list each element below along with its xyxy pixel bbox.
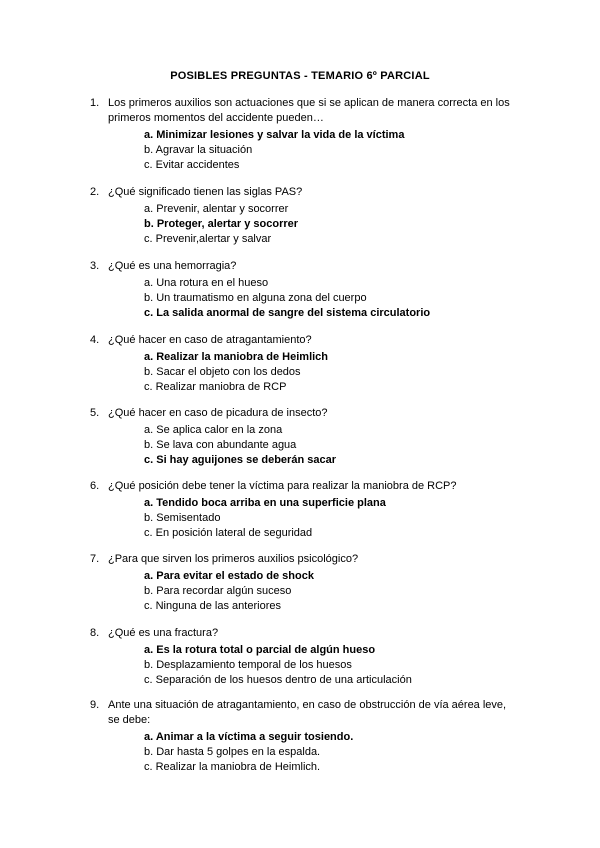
question-number: 2. <box>90 186 100 198</box>
question-number: 7. <box>90 553 100 565</box>
option-b: b. Agravar la situación <box>144 144 253 156</box>
option-a: a. Una rotura en el hueso <box>144 277 269 289</box>
question-text: ¿Qué hacer en caso de picadura de insecto? <box>108 407 328 419</box>
question-number: 5. <box>90 407 100 419</box>
option-a: a. Realizar la maniobra de Heimlich <box>144 351 329 363</box>
question-number: 9. <box>90 699 100 711</box>
option-a: a. Tendido boca arriba en una superficie plana <box>144 497 386 509</box>
option-c: c. Ninguna de las anteriores <box>144 600 281 612</box>
question-text: ¿Qué es una fractura? <box>108 627 219 639</box>
options-list <box>90 643 520 688</box>
option-c: c. Realizar maniobra de RCP <box>144 381 287 393</box>
question-2 <box>90 185 520 247</box>
question-number: 1. <box>90 97 100 109</box>
question-number: 3. <box>90 260 100 272</box>
question-number: 4. <box>90 334 100 346</box>
option-c: c. Separación de los huesos dentro de una articulación <box>144 674 412 686</box>
question-3 <box>90 259 520 321</box>
question-8 <box>90 626 520 688</box>
option-c: c. Si hay aguijones se deberán sacar <box>144 454 336 466</box>
question-text: Ante una situación de atragantamiento, en caso de obstrucción de vía aérea leve, se debe: <box>108 699 507 726</box>
option-a: a. Minimizar lesiones y salvar la vida de la víctima <box>144 129 405 141</box>
question-text: ¿Qué posición debe tener la víctima para realizar la maniobra de RCP? <box>108 480 457 492</box>
options-list <box>90 496 520 541</box>
option-c: c. Evitar accidentes <box>144 159 240 171</box>
question-text: ¿Qué es una hemorragia? <box>108 260 237 272</box>
page-title: POSIBLES PREGUNTAS - TEMARIO 6º PARCIAL <box>170 70 430 82</box>
option-b: b. Sacar el objeto con los dedos <box>144 366 301 378</box>
options-list <box>90 276 520 321</box>
option-b: b. Para recordar algún suceso <box>144 585 292 597</box>
question-number: 6. <box>90 480 100 492</box>
option-b: b. Desplazamiento temporal de los huesos <box>144 659 352 671</box>
option-b: b. Semisentado <box>144 512 221 524</box>
options-list <box>90 730 520 775</box>
option-c: c. En posición lateral de seguridad <box>144 527 313 539</box>
options-list <box>90 569 520 614</box>
question-7 <box>90 552 520 614</box>
question-1 <box>90 96 520 173</box>
option-b: b. Se lava con abundante agua <box>144 439 297 451</box>
option-a: a. Para evitar el estado de shock <box>144 570 314 582</box>
question-5 <box>90 406 520 468</box>
option-b: b. Proteger, alertar y socorrer <box>144 218 299 230</box>
option-c: c. Realizar la maniobra de Heimlich. <box>144 761 321 773</box>
question-4 <box>90 333 520 395</box>
option-c: c. La salida anormal de sangre del sistema circulatorio <box>144 307 431 319</box>
question-number: 8. <box>90 627 100 639</box>
question-9 <box>90 698 520 775</box>
option-a: a. Es la rotura total o parcial de algún hueso <box>144 644 376 656</box>
options-list <box>90 128 520 173</box>
question-text: ¿Qué significado tienen las siglas PAS? <box>108 186 303 198</box>
option-a: a. Prevenir, alentar y socorrer <box>144 203 289 215</box>
options-list <box>90 350 520 395</box>
question-text: ¿Para que sirven los primeros auxilios psicológico? <box>108 553 359 565</box>
options-list <box>90 423 520 468</box>
option-b: b. Un traumatismo en alguna zona del cuerpo <box>144 292 367 304</box>
question-text: ¿Qué hacer en caso de atragantamiento? <box>108 334 312 346</box>
option-a: a. Animar a la víctima a seguir tosiendo. <box>144 731 354 743</box>
option-c: c. Prevenir,alertar y salvar <box>144 233 272 245</box>
options-list <box>90 202 520 247</box>
option-a: a. Se aplica calor en la zona <box>144 424 283 436</box>
option-b: b. Dar hasta 5 golpes en la espalda. <box>144 746 321 758</box>
question-text: Los primeros auxilios son actuaciones que si se aplican de manera correcta en los primeros momentos del accidente pueden… <box>108 97 510 124</box>
question-6 <box>90 479 520 541</box>
